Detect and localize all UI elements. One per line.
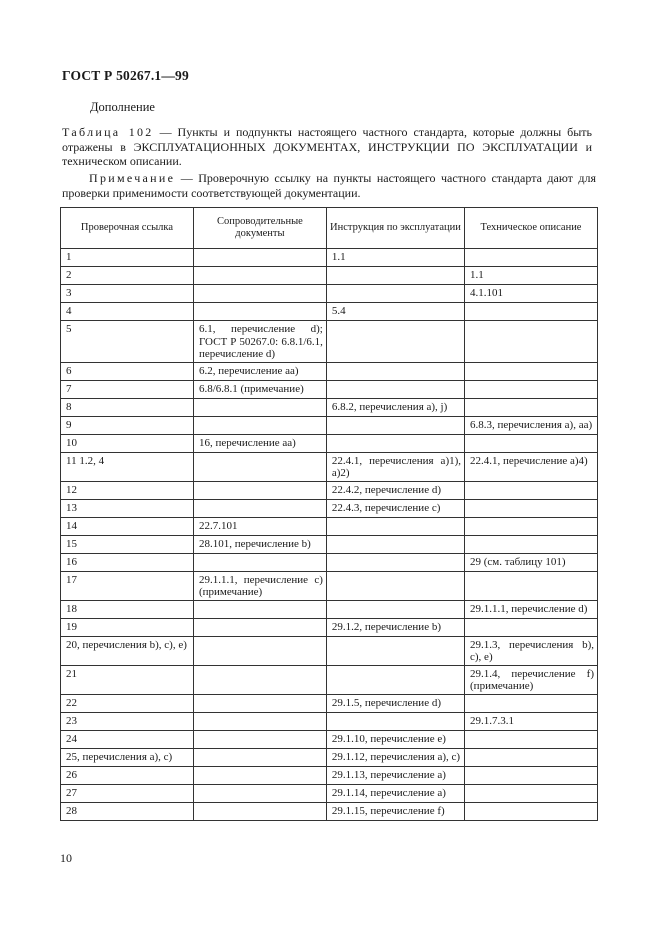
accompanying-docs-cell <box>193 636 326 665</box>
operating-instructions-cell: 22.4.1, перечисления а)1), а)2) <box>326 452 464 481</box>
technical-description-cell <box>465 499 598 517</box>
check-reference-cell: 23 <box>61 712 194 730</box>
operating-instructions-cell <box>326 362 464 380</box>
table-row <box>61 665 598 694</box>
table-header-row <box>61 208 598 249</box>
technical-description-cell <box>465 784 598 802</box>
check-reference-cell: 2 <box>61 267 194 285</box>
accompanying-docs-cell <box>193 748 326 766</box>
table-row <box>61 481 598 499</box>
table-row <box>61 535 598 553</box>
table-row <box>61 452 598 481</box>
technical-description-cell <box>465 380 598 398</box>
table-note-label: Примечание <box>89 171 176 185</box>
table-row <box>61 784 598 802</box>
table-row <box>61 600 598 618</box>
accompanying-docs-cell <box>193 416 326 434</box>
technical-description-cell <box>465 535 598 553</box>
accompanying-docs-cell: 6.8/6.8.1 (примечание) <box>193 380 326 398</box>
operating-instructions-cell <box>326 285 464 303</box>
table-caption-label: Таблица 102 <box>62 125 154 139</box>
check-reference-cell: 12 <box>61 481 194 499</box>
accompanying-docs-cell <box>193 766 326 784</box>
table-row <box>61 802 598 820</box>
table-row <box>61 553 598 571</box>
technical-description-cell <box>465 321 598 363</box>
check-reference-cell: 28 <box>61 802 194 820</box>
operating-instructions-cell: 22.4.3, перечисление с) <box>326 499 464 517</box>
check-reference-cell: 17 <box>61 571 194 600</box>
technical-description-cell <box>465 694 598 712</box>
check-reference-cell: 18 <box>61 600 194 618</box>
technical-description-cell: 29 (см. таблицу 101) <box>465 553 598 571</box>
table-row <box>61 712 598 730</box>
operating-instructions-cell <box>326 517 464 535</box>
check-reference-cell: 21 <box>61 665 194 694</box>
table-row <box>61 730 598 748</box>
accompanying-docs-cell <box>193 802 326 820</box>
table-row <box>61 694 598 712</box>
check-reference-cell: 20, перечисления b), с), е) <box>61 636 194 665</box>
technical-description-cell: 22.4.1, перечисление а)4) <box>465 452 598 481</box>
operating-instructions-cell: 29.1.15, перечисление f) <box>326 802 464 820</box>
accompanying-docs-cell: 28.101, перечисление b) <box>193 535 326 553</box>
check-reference-cell: 8 <box>61 398 194 416</box>
column-header-operating-instructions: Инструкция по эксплуатации <box>326 208 464 249</box>
document-header: ГОСТ Р 50267.1—99 <box>62 68 189 83</box>
reference-table <box>60 207 598 821</box>
technical-description-cell <box>465 618 598 636</box>
operating-instructions-cell <box>326 571 464 600</box>
technical-description-cell <box>465 434 598 452</box>
technical-description-cell <box>465 398 598 416</box>
check-reference-cell: 1 <box>61 249 194 267</box>
table-row <box>61 303 598 321</box>
technical-description-cell <box>465 730 598 748</box>
accompanying-docs-cell <box>193 452 326 481</box>
check-reference-cell: 7 <box>61 380 194 398</box>
check-reference-cell: 11 1.2, 4 <box>61 452 194 481</box>
technical-description-cell <box>465 571 598 600</box>
check-reference-cell: 25, перечисления а), с) <box>61 748 194 766</box>
operating-instructions-cell: 29.1.12, перечисления а), с) <box>326 748 464 766</box>
operating-instructions-cell: 29.1.14, перечисление а) <box>326 784 464 802</box>
operating-instructions-cell: 29.1.10, перечисление е) <box>326 730 464 748</box>
technical-description-cell <box>465 362 598 380</box>
technical-description-cell <box>465 249 598 267</box>
check-reference-cell: 9 <box>61 416 194 434</box>
technical-description-cell: 6.8.3, перечисления а), аа) <box>465 416 598 434</box>
operating-instructions-cell <box>326 665 464 694</box>
operating-instructions-cell <box>326 535 464 553</box>
operating-instructions-cell <box>326 553 464 571</box>
table-row <box>61 517 598 535</box>
operating-instructions-cell <box>326 267 464 285</box>
check-reference-cell: 5 <box>61 321 194 363</box>
technical-description-cell: 4.1.101 <box>465 285 598 303</box>
operating-instructions-cell <box>326 416 464 434</box>
operating-instructions-cell: 5.4 <box>326 303 464 321</box>
accompanying-docs-cell <box>193 553 326 571</box>
technical-description-cell <box>465 802 598 820</box>
operating-instructions-cell: 1.1 <box>326 249 464 267</box>
check-reference-cell: 26 <box>61 766 194 784</box>
table-row <box>61 321 598 363</box>
table-row <box>61 416 598 434</box>
accompanying-docs-cell: 6.2, перечисление аа) <box>193 362 326 380</box>
operating-instructions-cell <box>326 600 464 618</box>
table-caption <box>62 125 592 169</box>
technical-description-cell: 1.1 <box>465 267 598 285</box>
operating-instructions-cell: 29.1.2, перечисление b) <box>326 618 464 636</box>
check-reference-cell: 24 <box>61 730 194 748</box>
table-row <box>61 618 598 636</box>
table-caption-text: — Пункты и подпункты настоящего частного стандарта, которые должны быть отражены в ЭКСПЛУАТАЦИОННЫХ ДОКУМЕНТАХ, ИНСТРУКЦИИ ПО ЭКСПЛУАТАЦИИ и техническом описании. <box>62 125 592 168</box>
technical-description-cell <box>465 748 598 766</box>
table-note <box>62 171 596 200</box>
check-reference-cell: 4 <box>61 303 194 321</box>
operating-instructions-cell: 29.1.5, перечисление d) <box>326 694 464 712</box>
operating-instructions-cell: 29.1.13, перечисление а) <box>326 766 464 784</box>
check-reference-cell: 22 <box>61 694 194 712</box>
operating-instructions-cell <box>326 636 464 665</box>
accompanying-docs-cell <box>193 267 326 285</box>
accompanying-docs-cell <box>193 499 326 517</box>
accompanying-docs-cell: 6.1, перечисление d); ГОСТ Р 50267.0: 6.8.1/6.1, перечисление d) <box>193 321 326 363</box>
check-reference-cell: 16 <box>61 553 194 571</box>
check-reference-cell: 10 <box>61 434 194 452</box>
accompanying-docs-cell <box>193 303 326 321</box>
operating-instructions-cell <box>326 380 464 398</box>
operating-instructions-cell: 6.8.2, перечисления а), j) <box>326 398 464 416</box>
table-row <box>61 398 598 416</box>
accompanying-docs-cell <box>193 481 326 499</box>
check-reference-cell: 6 <box>61 362 194 380</box>
accompanying-docs-cell <box>193 730 326 748</box>
technical-description-cell: 29.1.4, перечисление f) (примечание) <box>465 665 598 694</box>
accompanying-docs-cell <box>193 398 326 416</box>
table-row <box>61 434 598 452</box>
column-header-check-reference: Проверочная ссылка <box>61 208 194 249</box>
technical-description-cell: 29.1.7.3.1 <box>465 712 598 730</box>
operating-instructions-cell <box>326 434 464 452</box>
column-header-technical-description: Техническое описание <box>465 208 598 249</box>
accompanying-docs-cell <box>193 249 326 267</box>
technical-description-cell <box>465 481 598 499</box>
table-row <box>61 285 598 303</box>
table-row <box>61 362 598 380</box>
accompanying-docs-cell: 16, перечисление аа) <box>193 434 326 452</box>
table-row <box>61 636 598 665</box>
table-note-text: — Проверочную ссылку на пункты настоящего частного стандарта дают для проверки применимости соответствующей документации. <box>62 171 596 200</box>
technical-description-cell: 29.1.3, перечисления b), с), е) <box>465 636 598 665</box>
operating-instructions-cell <box>326 321 464 363</box>
table-row <box>61 571 598 600</box>
technical-description-cell <box>465 303 598 321</box>
accompanying-docs-cell <box>193 784 326 802</box>
technical-description-cell <box>465 517 598 535</box>
accompanying-docs-cell <box>193 665 326 694</box>
table-row <box>61 267 598 285</box>
check-reference-cell: 13 <box>61 499 194 517</box>
check-reference-cell: 14 <box>61 517 194 535</box>
check-reference-cell: 3 <box>61 285 194 303</box>
table-row <box>61 748 598 766</box>
accompanying-docs-cell: 22.7.101 <box>193 517 326 535</box>
table-body <box>61 249 598 821</box>
check-reference-cell: 19 <box>61 618 194 636</box>
column-header-accompanying-docs: Сопроводительные документы <box>193 208 326 249</box>
accompanying-docs-cell <box>193 285 326 303</box>
accompanying-docs-cell: 29.1.1.1, перечисление с) (примечание) <box>193 571 326 600</box>
table-row <box>61 766 598 784</box>
table-row <box>61 249 598 267</box>
operating-instructions-cell <box>326 712 464 730</box>
accompanying-docs-cell <box>193 618 326 636</box>
check-reference-cell: 27 <box>61 784 194 802</box>
table-row <box>61 499 598 517</box>
addendum-heading: Дополнение <box>90 100 155 114</box>
technical-description-cell: 29.1.1.1, перечисление d) <box>465 600 598 618</box>
operating-instructions-cell: 22.4.2, перечисление d) <box>326 481 464 499</box>
page-number: 10 <box>60 851 72 865</box>
accompanying-docs-cell <box>193 694 326 712</box>
technical-description-cell <box>465 766 598 784</box>
accompanying-docs-cell <box>193 600 326 618</box>
table-row <box>61 380 598 398</box>
check-reference-cell: 15 <box>61 535 194 553</box>
accompanying-docs-cell <box>193 712 326 730</box>
